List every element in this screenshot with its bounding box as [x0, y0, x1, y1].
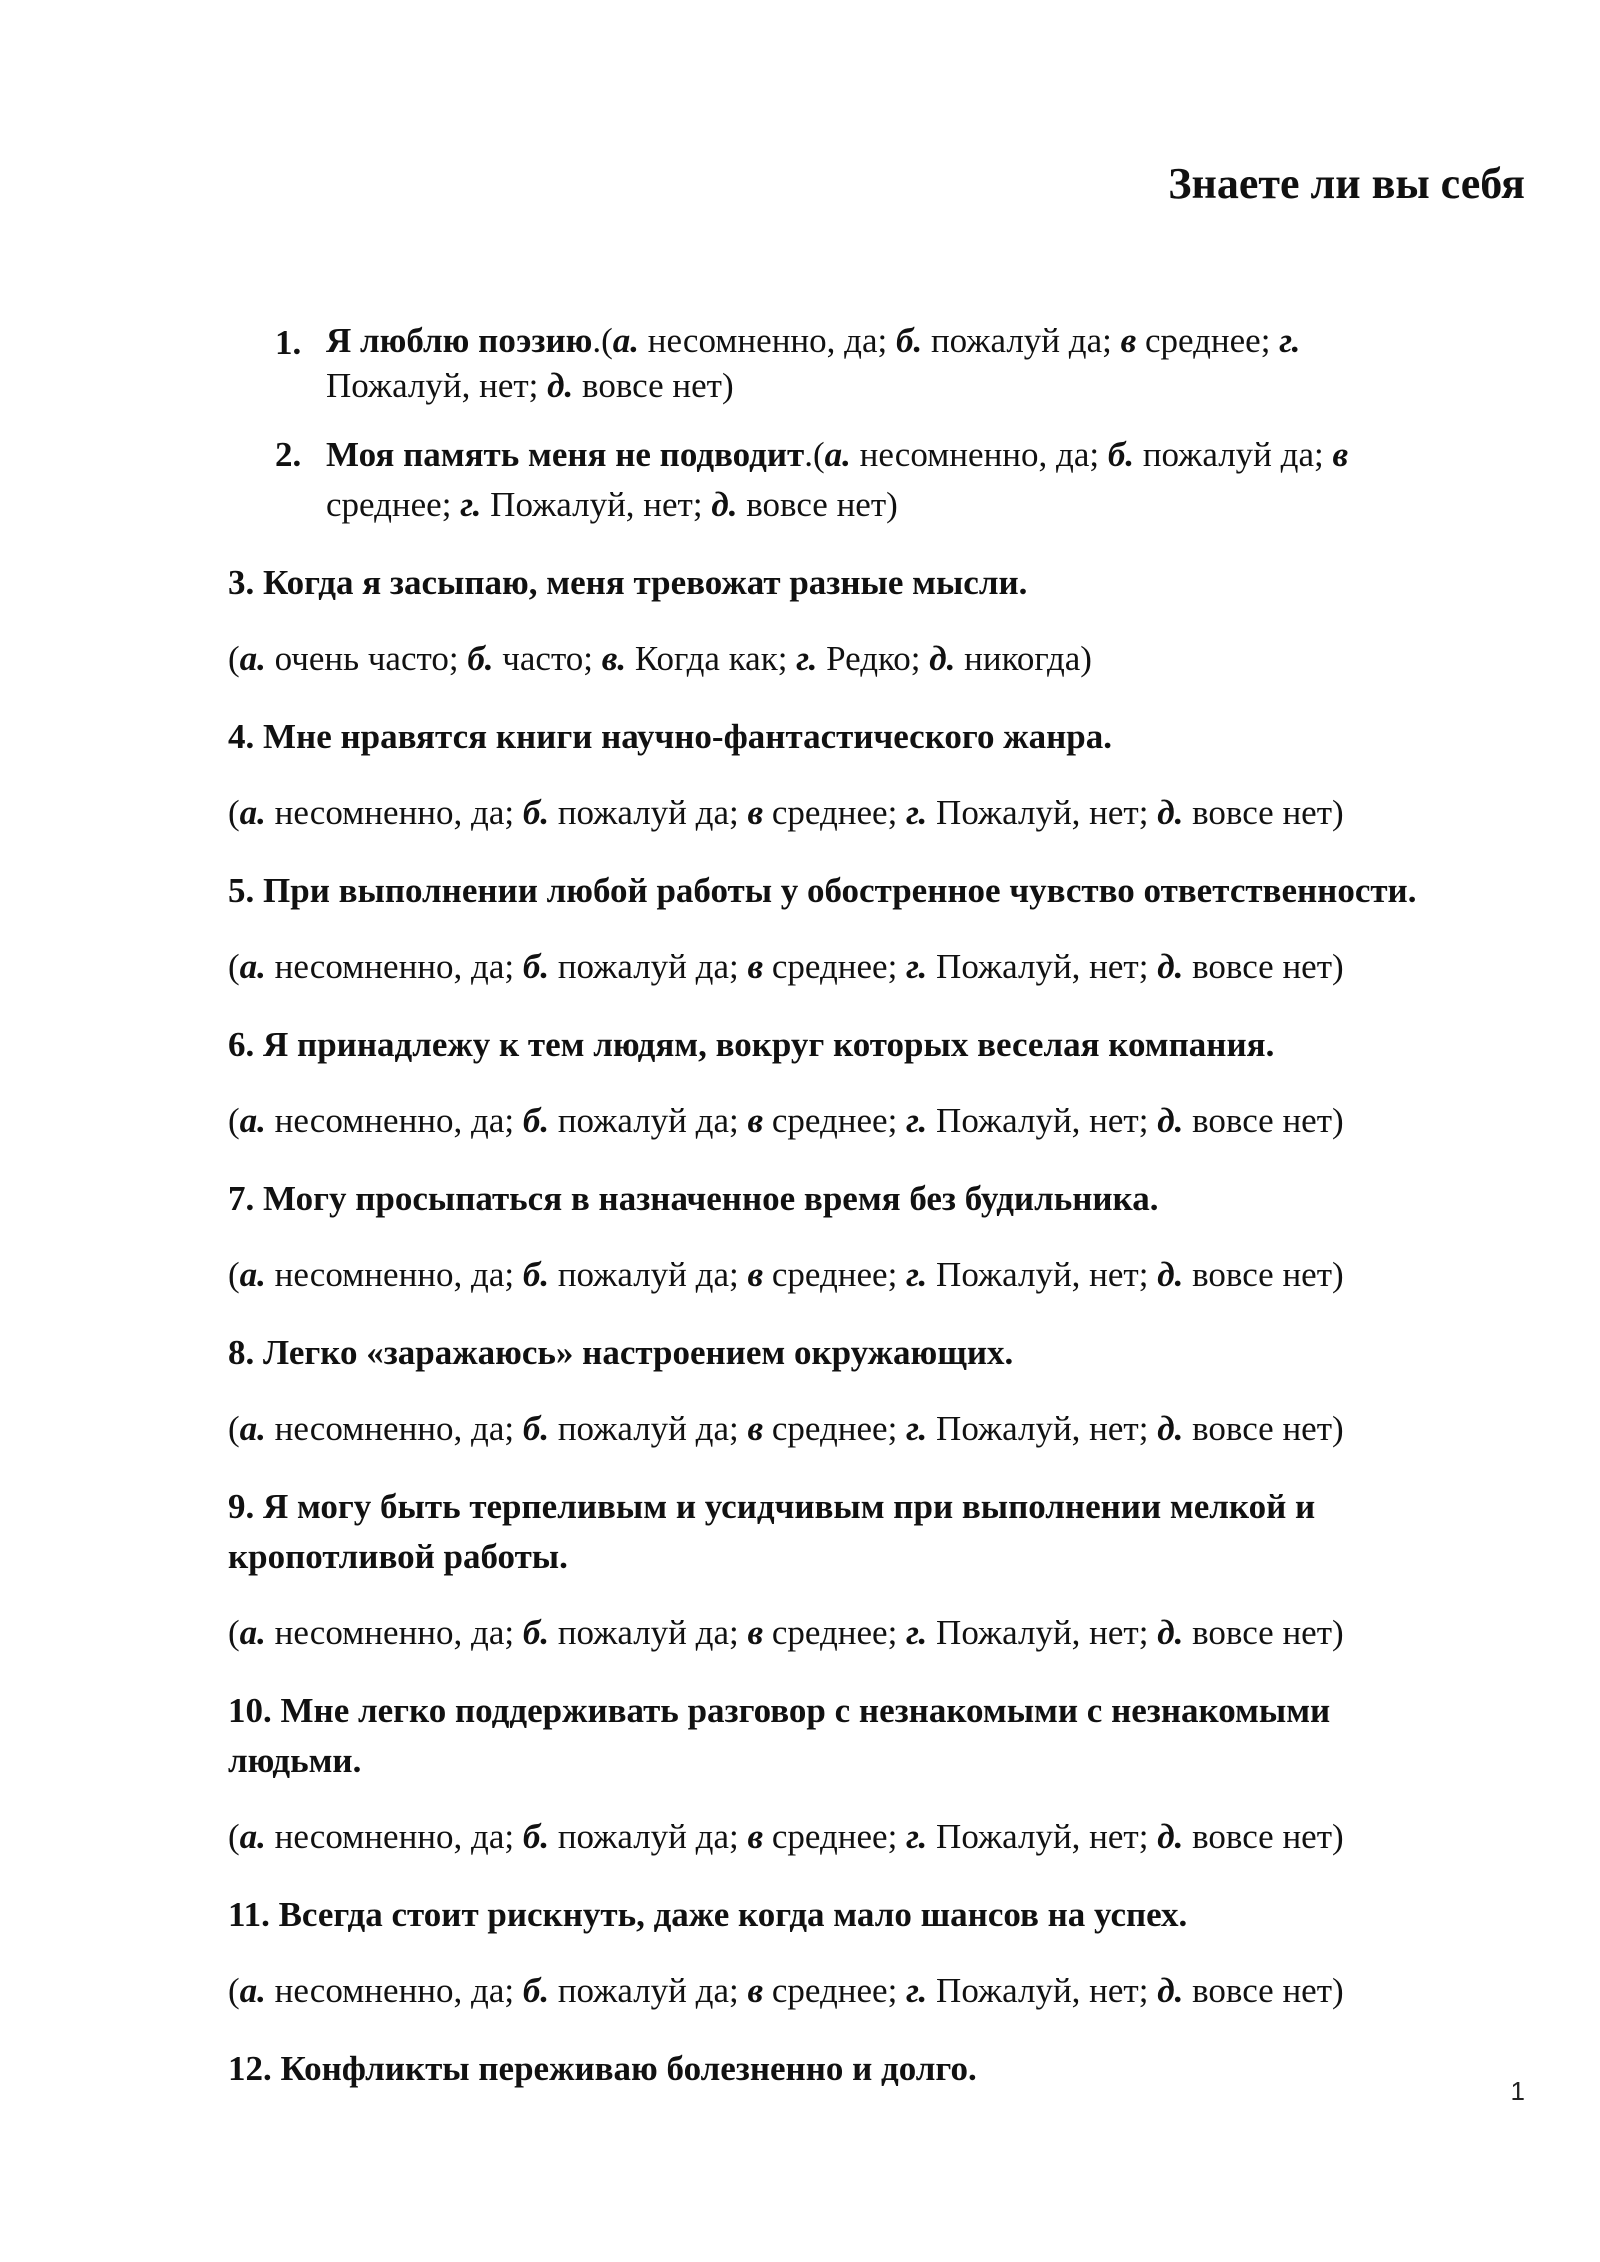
option-letter: д.: [1157, 1613, 1184, 1652]
option-letter: а.: [239, 793, 266, 832]
question-text: 11. Всегда стоит рискнуть, даже когда мало шансов на успех.: [228, 1895, 1188, 1934]
option-letter: в: [747, 1101, 764, 1140]
option-letter: д.: [1157, 1409, 1184, 1448]
question-text: 3. Когда я засыпаю, меня тревожат разные мысли.: [228, 563, 1028, 602]
option-letter: г.: [796, 639, 818, 678]
option-letter: д.: [1157, 1971, 1184, 2010]
option-letter: г.: [906, 1409, 928, 1448]
answer-options: (а. несомненно, да; б. пожалуй да; в среднее; г. Пожалуй, нет; д. вовсе нет): [228, 1817, 1344, 1856]
option-letter: г.: [906, 1817, 928, 1856]
option-letter: д.: [1157, 1255, 1184, 1294]
option-letter: а.: [239, 1971, 266, 2010]
page-title: Знаете ли вы себя: [1168, 159, 1525, 208]
question-text: 4. Мне нравятся книги научно-фантастического жанра.: [228, 717, 1112, 756]
option-letter: в: [1120, 321, 1137, 360]
option-letter: д.: [1157, 793, 1184, 832]
option-letter: в: [747, 1255, 764, 1294]
list-item-number: 1.: [275, 323, 302, 362]
option-letter: г.: [906, 793, 928, 832]
question-text: 8. Легко «заражаюсь» настроением окружающих.: [228, 1333, 1014, 1372]
option-letter: г.: [460, 485, 482, 524]
answer-options: (а. несомненно, да; б. пожалуй да; в среднее; г. Пожалуй, нет; д. вовсе нет): [228, 1255, 1344, 1294]
answer-options: (а. очень часто; б. часто; в. Когда как; г. Редко; д. никогда): [228, 639, 1092, 678]
option-letter: а.: [239, 1817, 266, 1856]
option-letter: б.: [522, 1613, 550, 1652]
question-text: 9. Я могу быть терпеливым и усидчивым при выполнении мелкой и кропотливой работы.: [228, 1487, 1316, 1576]
list-item-number: 2.: [275, 435, 302, 474]
option-letter: г.: [906, 1971, 928, 2010]
option-letter: г.: [906, 947, 928, 986]
option-letter: в: [747, 1613, 764, 1652]
list-item: Я люблю поэзию.(а. несомненно, да; б. пожалуй да; в среднее; г. Пожалуй, нет; д. вовсе нет): [326, 321, 1301, 405]
answer-options: (а. несомненно, да; б. пожалуй да; в среднее; г. Пожалуй, нет; д. вовсе нет): [228, 947, 1344, 986]
option-letter: г.: [906, 1255, 928, 1294]
option-letter: а.: [824, 435, 851, 474]
answer-options: (а. несомненно, да; б. пожалуй да; в среднее; г. Пожалуй, нет; д. вовсе нет): [228, 1101, 1344, 1140]
question-text: 5. При выполнении любой работы у обостренное чувство ответственности.: [228, 871, 1417, 910]
option-letter: в: [747, 793, 764, 832]
question-text: 6. Я принадлежу к тем людям, вокруг которых веселая компания.: [228, 1025, 1275, 1064]
option-letter: г.: [1279, 321, 1301, 360]
option-letter: в: [747, 1971, 764, 2010]
option-letter: б.: [1107, 435, 1135, 474]
question-text: 10. Мне легко поддерживать разговор с незнакомыми с незнакомыми людьми.: [228, 1691, 1331, 1780]
option-letter: а.: [239, 1613, 266, 1652]
option-letter: б.: [895, 321, 923, 360]
question-text: Моя память меня не подводит: [326, 435, 805, 474]
option-letter: д.: [929, 639, 956, 678]
option-letter: а.: [239, 639, 266, 678]
question-text: 7. Могу просыпаться в назначенное время без будильника.: [228, 1179, 1159, 1218]
option-letter: а.: [239, 1255, 266, 1294]
option-letter: в: [747, 947, 764, 986]
question-text: 12. Конфликты переживаю болезненно и долго.: [228, 2049, 977, 2088]
option-letter: а.: [612, 321, 640, 360]
option-letter: г.: [906, 1613, 928, 1652]
answer-options: (а. несомненно, да; б. пожалуй да; в среднее; г. Пожалуй, нет; д. вовсе нет): [228, 1971, 1344, 2010]
answer-options: (а. несомненно, да; б. пожалуй да; в среднее; г. Пожалуй, нет; д. вовсе нет): [228, 793, 1344, 832]
option-letter: в: [747, 1817, 764, 1856]
option-letter: в: [747, 1409, 764, 1448]
option-letter: а.: [239, 1409, 266, 1448]
answer-options: (а. несомненно, да; б. пожалуй да; в среднее; г. Пожалуй, нет; д. вовсе нет): [228, 1409, 1344, 1448]
option-letter: б.: [522, 1409, 550, 1448]
option-letter: б.: [522, 1971, 550, 2010]
option-letter: г.: [906, 1101, 928, 1140]
question-text: Я люблю поэзию: [326, 321, 593, 360]
option-letter: б.: [522, 793, 550, 832]
option-letter: д.: [1157, 1817, 1184, 1856]
list-item: Моя память меня не подводит.(а. несомненно, да; б. пожалуй да; в среднее; г. Пожалуй, нет; д. вовсе нет): [326, 435, 1349, 524]
option-letter: д.: [1157, 947, 1184, 986]
answer-options: (а. несомненно, да; б. пожалуй да; в среднее; г. Пожалуй, нет; д. вовсе нет): [228, 1613, 1344, 1652]
option-letter: д.: [1157, 1101, 1184, 1140]
option-letter: б.: [522, 947, 550, 986]
option-letter: б.: [522, 1255, 550, 1294]
option-letter: а.: [239, 947, 266, 986]
option-letter: а.: [239, 1101, 266, 1140]
option-letter: в: [1332, 435, 1349, 474]
option-letter: б.: [467, 639, 494, 678]
page-number: 1: [1510, 2076, 1525, 2106]
option-letter: д.: [547, 366, 574, 405]
option-letter: б.: [522, 1101, 550, 1140]
option-letter: в.: [601, 639, 627, 678]
option-letter: б.: [522, 1817, 550, 1856]
option-letter: д.: [711, 485, 738, 524]
